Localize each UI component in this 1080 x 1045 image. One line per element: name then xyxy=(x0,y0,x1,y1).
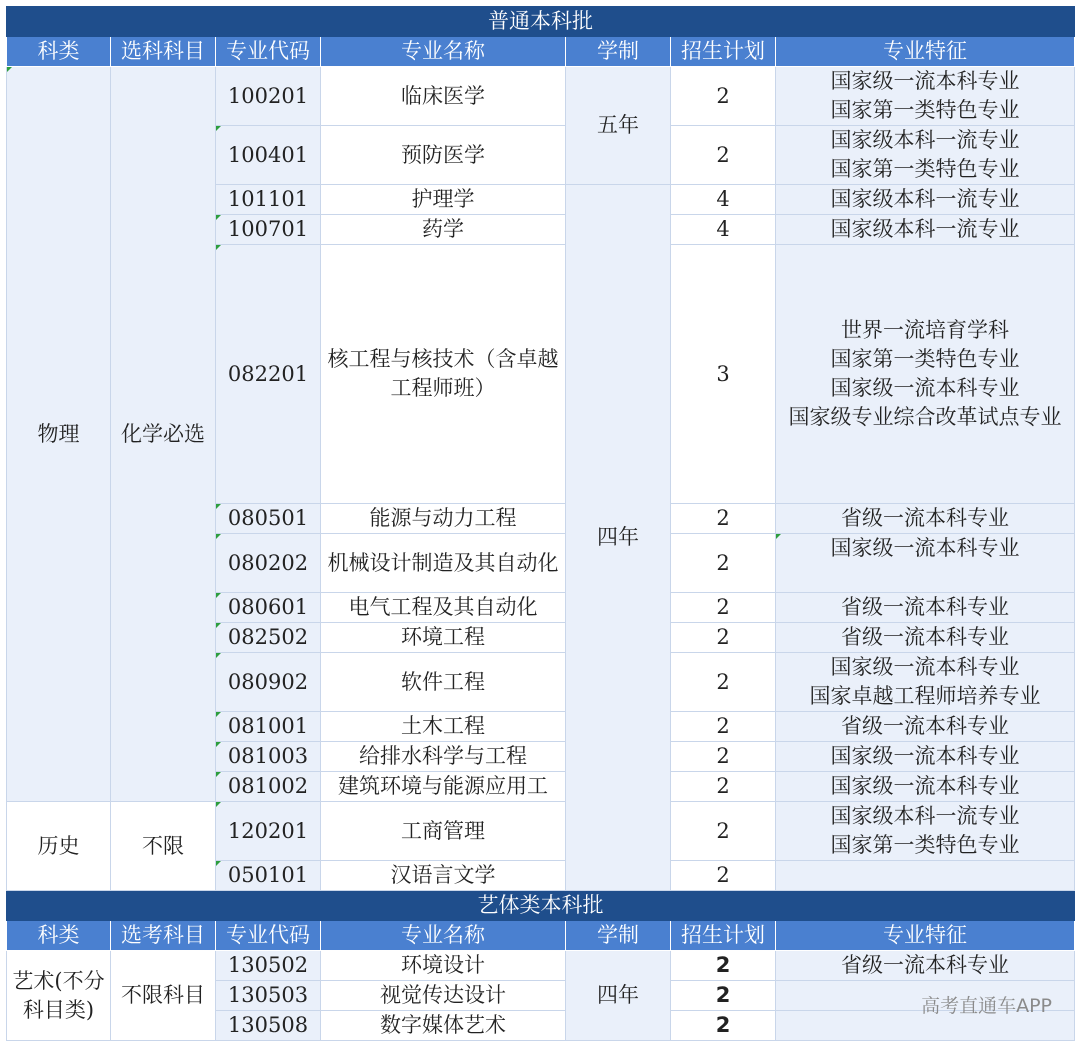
plan-count: 2 xyxy=(671,504,776,534)
header-name: 专业名称 xyxy=(321,37,566,67)
major-code: 082201 xyxy=(216,245,321,504)
features-text: 世界一流培育学科 国家第一类特色专业 国家级一流本科专业 国家级专业综合改革试点专业 xyxy=(788,318,1062,429)
plan-count: 4 xyxy=(671,215,776,245)
subject-cell-history: 不限 xyxy=(111,802,216,891)
plan-count: 3 xyxy=(671,245,776,504)
major-features xyxy=(776,653,1075,712)
major-name: 环境设计 xyxy=(321,951,566,981)
features-text: 国家级一流本科专业 国家第一类特色专业 xyxy=(830,69,1020,122)
major-name: 工商管理 xyxy=(321,802,566,861)
admission-plan-table xyxy=(6,6,1075,1041)
plan-count: 2 xyxy=(671,593,776,623)
major-features: 省级一流本科专业 xyxy=(776,951,1075,981)
plan-count: 4 xyxy=(671,185,776,215)
major-code: 081003 xyxy=(216,742,321,772)
section-title-art: 艺体类本科批 xyxy=(7,891,1075,921)
major-name: 药学 xyxy=(321,215,566,245)
major-code: 081002 xyxy=(216,772,321,802)
major-code: 050101 xyxy=(216,861,321,891)
major-code: 100401 xyxy=(216,126,321,185)
major-features xyxy=(776,67,1075,126)
header-subject: 选科科目 xyxy=(111,37,216,67)
major-features: 国家级一流本科专业 xyxy=(776,742,1075,772)
features-text: 国家级本科一流专业 国家第一类特色专业 xyxy=(830,128,1020,181)
duration-cell-art: 四年 xyxy=(566,951,671,1041)
table-row xyxy=(7,951,1075,981)
major-code: 082502 xyxy=(216,623,321,653)
plan-count: 2 xyxy=(671,534,776,593)
major-code: 080202 xyxy=(216,534,321,593)
plan-count: 2 xyxy=(671,623,776,653)
major-features: 省级一流本科专业 xyxy=(776,593,1075,623)
major-name: 汉语言文学 xyxy=(321,861,566,891)
major-features: 省级一流本科专业 xyxy=(776,504,1075,534)
major-code: 100201 xyxy=(216,67,321,126)
major-code: 100701 xyxy=(216,215,321,245)
major-code: 080902 xyxy=(216,653,321,712)
plan-count: 2 xyxy=(671,861,776,891)
subject-cell-physics: 化学必选 xyxy=(111,67,216,802)
category-cell-history: 历史 xyxy=(7,802,111,891)
major-features xyxy=(776,126,1075,185)
header-subject: 选考科目 xyxy=(111,921,216,951)
major-name: 电气工程及其自动化 xyxy=(321,593,566,623)
header-duration: 学制 xyxy=(566,37,671,67)
section-title-row xyxy=(7,891,1075,921)
major-code: 080501 xyxy=(216,504,321,534)
features-text: 国家级本科一流专业 国家第一类特色专业 xyxy=(830,804,1020,857)
major-features: 国家级本科一流专业 xyxy=(776,215,1075,245)
major-features: 国家级一流本科专业 xyxy=(776,534,1075,593)
plan-count: 2 xyxy=(671,802,776,861)
major-features: 省级一流本科专业 xyxy=(776,712,1075,742)
plan-count: 2 xyxy=(671,67,776,126)
header-features: 专业特征 xyxy=(776,921,1075,951)
table-row xyxy=(7,67,1075,126)
major-code: 130502 xyxy=(216,951,321,981)
header-code: 专业代码 xyxy=(216,37,321,67)
header-category: 科类 xyxy=(7,921,111,951)
major-code: 080601 xyxy=(216,593,321,623)
category-cell-art: 艺术(不分科目类) xyxy=(7,951,111,1041)
plan-count: 2 xyxy=(671,742,776,772)
major-name: 土木工程 xyxy=(321,712,566,742)
major-name: 建筑环境与能源应用工 xyxy=(321,772,566,802)
plan-count: 2 xyxy=(671,981,776,1011)
major-features xyxy=(776,245,1075,504)
major-name: 核工程与核技术（含卓越工程师班） xyxy=(321,245,566,504)
major-features xyxy=(776,802,1075,861)
header-features: 专业特征 xyxy=(776,37,1075,67)
plan-count: 2 xyxy=(671,712,776,742)
major-features: 省级一流本科专业 xyxy=(776,623,1075,653)
header-row xyxy=(7,37,1075,67)
plan-count: 2 xyxy=(671,772,776,802)
section-title-regular: 普通本科批 xyxy=(7,7,1075,37)
major-name: 软件工程 xyxy=(321,653,566,712)
header-category: 科类 xyxy=(7,37,111,67)
subject-cell-art: 不限科目 xyxy=(111,951,216,1041)
major-name: 数字媒体艺术 xyxy=(321,1011,566,1041)
major-name: 视觉传达设计 xyxy=(321,981,566,1011)
watermark-text: 高考直通车APP xyxy=(921,995,1052,1017)
plan-count: 2 xyxy=(671,126,776,185)
features-text: 国家级一流本科专业 国家卓越工程师培养专业 xyxy=(809,655,1041,708)
duration-cell-four: 四年 xyxy=(566,185,671,891)
section-title-row xyxy=(7,7,1075,37)
major-name: 能源与动力工程 xyxy=(321,504,566,534)
major-code: 120201 xyxy=(216,802,321,861)
plan-count: 2 xyxy=(671,653,776,712)
major-name: 预防医学 xyxy=(321,126,566,185)
major-code: 101101 xyxy=(216,185,321,215)
major-name: 给排水科学与工程 xyxy=(321,742,566,772)
major-features: 国家级一流本科专业 xyxy=(776,772,1075,802)
header-row xyxy=(7,921,1075,951)
category-cell-physics: 物理 xyxy=(7,67,111,802)
header-plan: 招生计划 xyxy=(671,921,776,951)
major-code: 130503 xyxy=(216,981,321,1011)
major-name: 环境工程 xyxy=(321,623,566,653)
duration-cell-five: 五年 xyxy=(566,67,671,185)
table-row xyxy=(7,802,1075,861)
major-name: 护理学 xyxy=(321,185,566,215)
major-features xyxy=(776,861,1075,891)
major-code: 130508 xyxy=(216,1011,321,1041)
plan-count: 2 xyxy=(671,951,776,981)
major-name: 机械设计制造及其自动化 xyxy=(321,534,566,593)
header-name: 专业名称 xyxy=(321,921,566,951)
major-name: 临床医学 xyxy=(321,67,566,126)
header-plan: 招生计划 xyxy=(671,37,776,67)
header-duration: 学制 xyxy=(566,921,671,951)
major-features: 国家级本科一流专业 xyxy=(776,185,1075,215)
major-code: 081001 xyxy=(216,712,321,742)
header-code: 专业代码 xyxy=(216,921,321,951)
plan-count: 2 xyxy=(671,1011,776,1041)
